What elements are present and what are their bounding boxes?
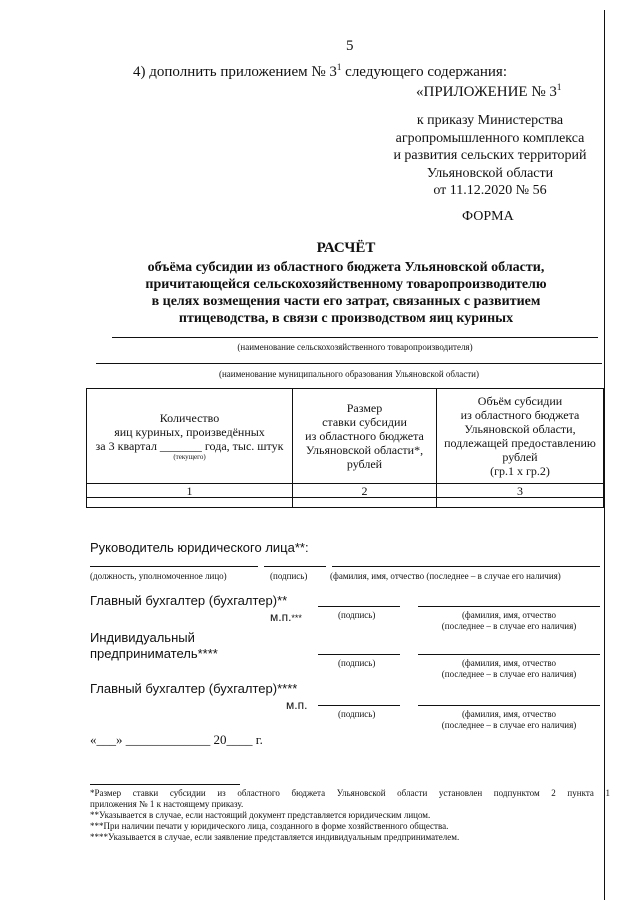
- entrepreneur-label-line: предприниматель****: [90, 646, 218, 661]
- calculation-table: [86, 388, 604, 508]
- table-number-row: [87, 484, 604, 498]
- fio-caption-line: (последнее – в случае его наличия): [441, 669, 577, 679]
- subtitle-line: причитающейся сельскохозяйственному товаропроизводителю: [145, 277, 547, 292]
- accountant2-sign-line[interactable]: [318, 705, 400, 706]
- header-cell-volume: [437, 389, 604, 484]
- entrepreneur-fio-line[interactable]: [418, 654, 600, 655]
- page-number: 5: [346, 38, 354, 54]
- head-position-line[interactable]: [90, 566, 258, 567]
- footnote: приложения № 1 к настоящему приказу.: [90, 799, 244, 809]
- cell-text: из областного бюджета: [460, 408, 580, 422]
- cell-text: Ульяновской области,: [464, 422, 576, 436]
- accountant2-fio-line[interactable]: [418, 705, 600, 706]
- subtitle-line: в целях возмещения части его затрат, связанных с развитием: [151, 294, 541, 309]
- data-cell[interactable]: [437, 498, 604, 508]
- entrepreneur-label-line: Индивидуальный: [90, 630, 195, 645]
- form-label: ФОРМА: [462, 209, 514, 224]
- subtitle-line: объёма субсидии из областного бюджета Ульяновской области,: [147, 260, 545, 275]
- order-line: к приказу Министерства: [416, 113, 564, 128]
- table-data-row: [87, 498, 604, 508]
- header-cell-quantity: [87, 389, 293, 484]
- cell-text: Ульяновской области*,: [305, 443, 424, 457]
- order-line: Ульяновской области: [426, 165, 554, 181]
- cell-text: за 3 квартал _______ года, тыс. штук: [95, 439, 284, 453]
- cell-text: ставки субсидии: [322, 415, 407, 429]
- accountant-fio-line[interactable]: [418, 606, 600, 607]
- data-cell[interactable]: [293, 498, 437, 508]
- fio-caption-block: [418, 709, 600, 731]
- stamp-place: м.п.: [286, 698, 308, 712]
- cell-text: рублей: [502, 450, 538, 464]
- data-cell[interactable]: [87, 498, 293, 508]
- head-label: Руководитель юридического лица**:: [90, 540, 309, 555]
- fio-caption-line: (фамилия, имя, отчество: [461, 658, 557, 668]
- date-line[interactable]: «___» _____________ 20____ г.: [90, 732, 263, 747]
- sign-caption: (подпись): [338, 709, 376, 719]
- accountant2-label: Главный бухгалтер (бухгалтер)****: [90, 681, 298, 696]
- accountant-label: Главный бухгалтер (бухгалтер)**: [90, 593, 288, 608]
- footnote: *Размер ставки субсидии из областного бюджета Ульяновской области установлен подпунктом 2 пункта 1: [90, 788, 610, 798]
- footnote: **Указывается в случае, если настоящий документ представляется юридическим лицом.: [90, 810, 431, 820]
- document-subtitle: [86, 259, 606, 327]
- intro-text: 4) дополнить приложением № $3^1$ следующего содержания:: [133, 62, 507, 80]
- appendix-heading: «ПРИЛОЖЕНИЕ № $3^1$: [416, 82, 562, 100]
- order-line: и развития сельских территорий: [393, 148, 587, 163]
- column-number: 2: [293, 484, 437, 498]
- position-caption: (должность, уполномоченное лицо): [90, 571, 227, 581]
- footnotes: [90, 788, 610, 843]
- fio-caption: (фамилия, имя, отчество (последнее – в случае его наличия): [330, 571, 561, 581]
- cell-text: Объём субсидии: [477, 394, 563, 408]
- entrepreneur-sign-line[interactable]: [318, 654, 400, 655]
- fio-caption-line: (последнее – в случае его наличия): [441, 621, 577, 631]
- document-title: РАСЧЁТ: [316, 240, 376, 256]
- column-number: 3: [437, 484, 604, 498]
- stamp-place: м.п.***: [270, 610, 302, 624]
- footnote: ****Указывается в случае, если заявление представляется индивидуальным предпринимателем.: [90, 832, 460, 842]
- entrepreneur-label: [90, 630, 218, 662]
- cell-text: из областного бюджета: [305, 429, 424, 443]
- cell-text: Размер: [346, 401, 383, 415]
- producer-caption: (наименование сельскохозяйственного товаропроизводителя): [237, 342, 473, 352]
- order-line: агропромышленного комплекса: [395, 130, 585, 146]
- fio-caption-block: [418, 658, 600, 680]
- fio-caption-line: (фамилия, имя, отчество: [461, 709, 557, 719]
- cell-text: подлежащей предоставлению: [444, 436, 596, 450]
- cell-text: рублей: [346, 457, 383, 471]
- fio-caption-line: (фамилия, имя, отчество: [461, 610, 557, 620]
- footnote: ***При наличии печати у юридического лица, созданного в форме хозяйственного общества.: [90, 821, 449, 831]
- subtitle-line: птицеводства, в связи с производством яиц куриных: [178, 311, 514, 326]
- producer-line: [112, 337, 598, 338]
- cell-text: яиц куриных, произведённых: [114, 425, 265, 439]
- municipality-caption: (наименование муниципального образования Ульяновской области): [218, 369, 479, 379]
- fio-caption-block: [418, 610, 600, 632]
- municipality-line: [96, 363, 602, 364]
- order-line: от 11.12.2020 № 56: [433, 183, 547, 198]
- fio-caption-line: (последнее – в случае его наличия): [441, 720, 577, 730]
- accountant-sign-line[interactable]: [318, 606, 400, 607]
- sign-caption: (подпись): [270, 571, 308, 581]
- footnote-separator: [90, 784, 240, 785]
- head-fio-line[interactable]: [332, 566, 600, 567]
- column-number: 1: [87, 484, 293, 498]
- sign-caption: (подпись): [338, 610, 376, 620]
- cell-note: (текущего): [173, 453, 206, 461]
- sign-caption: (подпись): [338, 658, 376, 668]
- header-cell-rate: [293, 389, 437, 484]
- table-header-row: [87, 389, 604, 484]
- right-margin-line: [604, 10, 605, 900]
- cell-text: Количество: [159, 411, 220, 425]
- cell-text: (гр.1 x гр.2): [490, 464, 550, 478]
- head-sign-line[interactable]: [264, 566, 326, 567]
- order-reference: [380, 112, 600, 200]
